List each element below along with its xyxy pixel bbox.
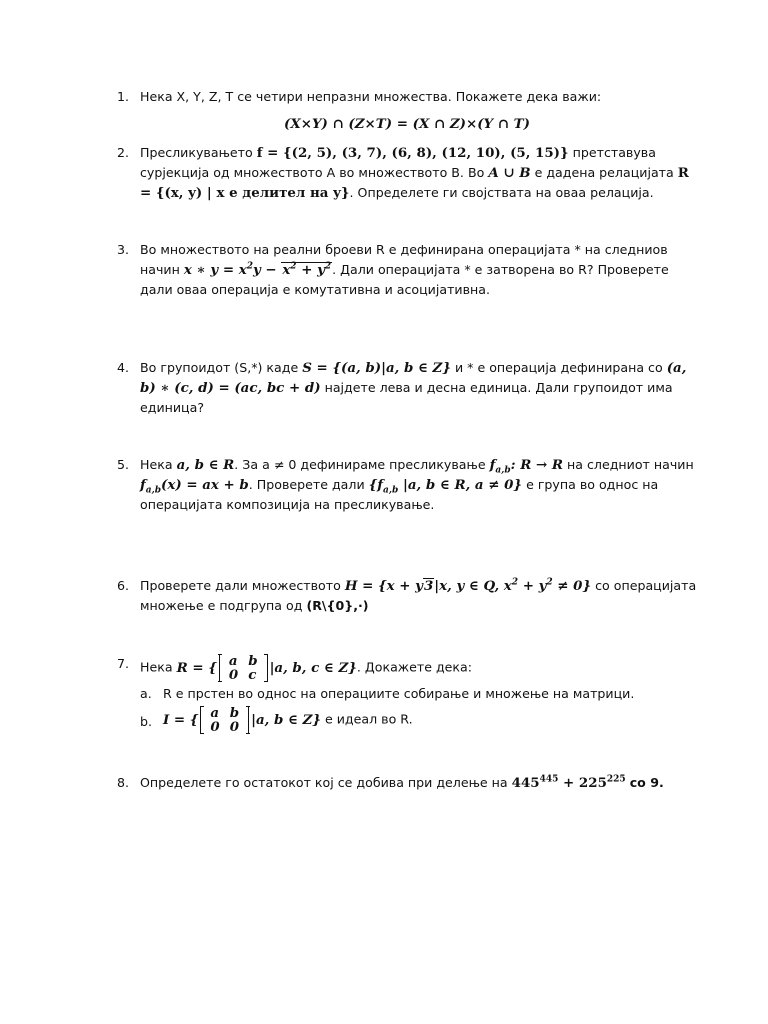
problem-5: [117, 455, 697, 515]
problem-number: 6.: [117, 578, 130, 593]
formula: $445^{445} + 225^{225}$: [511, 774, 626, 791]
problem-text: Нека: [140, 659, 173, 675]
problem-text: Определете го остатокот кој се добива при делење на: [140, 775, 508, 790]
problem-text: . Докажете дека:: [356, 659, 472, 675]
problem-number: 7.: [117, 656, 130, 671]
problem-number: 1.: [117, 89, 130, 104]
problem-text: е идеал во R.: [325, 711, 413, 727]
formula: a, b ∈ R: [176, 457, 235, 473]
problem-text: и * е операција дефинирана со: [454, 360, 663, 375]
problem-text: . За a ≠ 0 дефинираме пресликување: [234, 457, 486, 472]
problem-text: . Проверете дали: [248, 477, 365, 492]
problem-text: Пресликувањето: [140, 145, 253, 160]
sub-item-b: [140, 706, 697, 734]
problem-text: Во множеството на реални броеви R е дефинирана операцијата * на следниов начин: [140, 242, 668, 277]
sub-label: b.: [140, 714, 152, 729]
sub-label: a.: [140, 686, 152, 701]
problem-number: 4.: [117, 360, 130, 375]
formula: (a, b) ∗ (c, d) = (ac, bc + d): [140, 360, 687, 396]
problem-text: R е прстен во однос на операциите собирање и множење на матрици.: [163, 686, 635, 701]
formula: I = { a b 0 0 |a, b ∈ Z}: [163, 705, 321, 735]
formula: R = { a b 0 c |a, b, c ∈ Z}: [176, 653, 357, 683]
sqrt-symbol: 3: [423, 578, 434, 594]
problem-text: претставува сурјекција од множеството A во множеството B. Во: [140, 145, 656, 180]
formula: A ∪ B: [488, 165, 531, 181]
problem-text: најдете лева и десна единица. Дали групоидот има единица?: [140, 380, 673, 415]
problem-text: е група во однос на операцијата композиција на пресликување.: [140, 477, 659, 512]
problem-7: [117, 654, 697, 734]
problem-text: . Дали операцијата * е затворена во R? Проверете дали оваа операција е комутативна и асоцијативна.: [140, 262, 669, 297]
problem-text: на следниот начин: [567, 457, 694, 472]
sub-item-a: [140, 684, 697, 704]
formula: (R\{0},·): [306, 598, 369, 613]
problem-3: [117, 240, 697, 300]
problem-text: со 9.: [629, 775, 664, 790]
problem-number: 5.: [117, 457, 130, 472]
problem-number: 3.: [117, 242, 130, 257]
problem-8: [117, 773, 697, 793]
formula: x ∗ $y = x^2y - x^2 + y^2$: [183, 261, 332, 278]
problem-4: [117, 358, 697, 418]
problem-text: Нека: [140, 457, 173, 472]
formula: R = {(x, y) | x е делител на y}: [140, 165, 689, 201]
problem-text: Нека X, Y, Z, T се четири непразни множества. Покажете дека важи:: [140, 89, 602, 104]
sqrt-symbol: $x^2 + y^2$: [282, 261, 332, 278]
formula: {$f_{a,b}$ |a, b ∈ R, a ≠ 0}: [368, 477, 523, 496]
problem-1: [117, 87, 697, 136]
problem-text: Во групоидот (S,*) каде: [140, 360, 299, 375]
problem-text: е дадена релацијата: [534, 165, 674, 180]
formula: (X×Y) ∩ (Z×T) = (X ∩ Z)×(Y ∩ T): [284, 116, 530, 132]
problem-6: [117, 576, 697, 616]
formula: $f_{a,b}(x)$ = ax + b: [140, 477, 249, 496]
problem-2: [117, 143, 697, 203]
formula: f = {(2, 5), (3, 7), (6, 8), (12, 10), (5, 15)}: [256, 145, 569, 161]
formula: S = {(a, b)|a, b ∈ Z}: [302, 360, 451, 376]
problem-text: со операцијата множење е подгрупа од: [140, 578, 697, 613]
problem-number: 8.: [117, 775, 130, 790]
formula: $f_{a,b}$: R → R: [489, 457, 564, 476]
problem-text: Проверете дали множеството: [140, 578, 341, 593]
matrix: a b 0 c: [219, 654, 268, 682]
matrix: a b 0 0: [200, 706, 249, 734]
formula: H = {x + y3|x, y ∈ Q, $x^2 + y^2 \ne 0$}: [344, 577, 592, 594]
problem-number: 2.: [117, 145, 130, 160]
problem-text: . Определете ги својствата на оваа релација.: [349, 185, 654, 200]
